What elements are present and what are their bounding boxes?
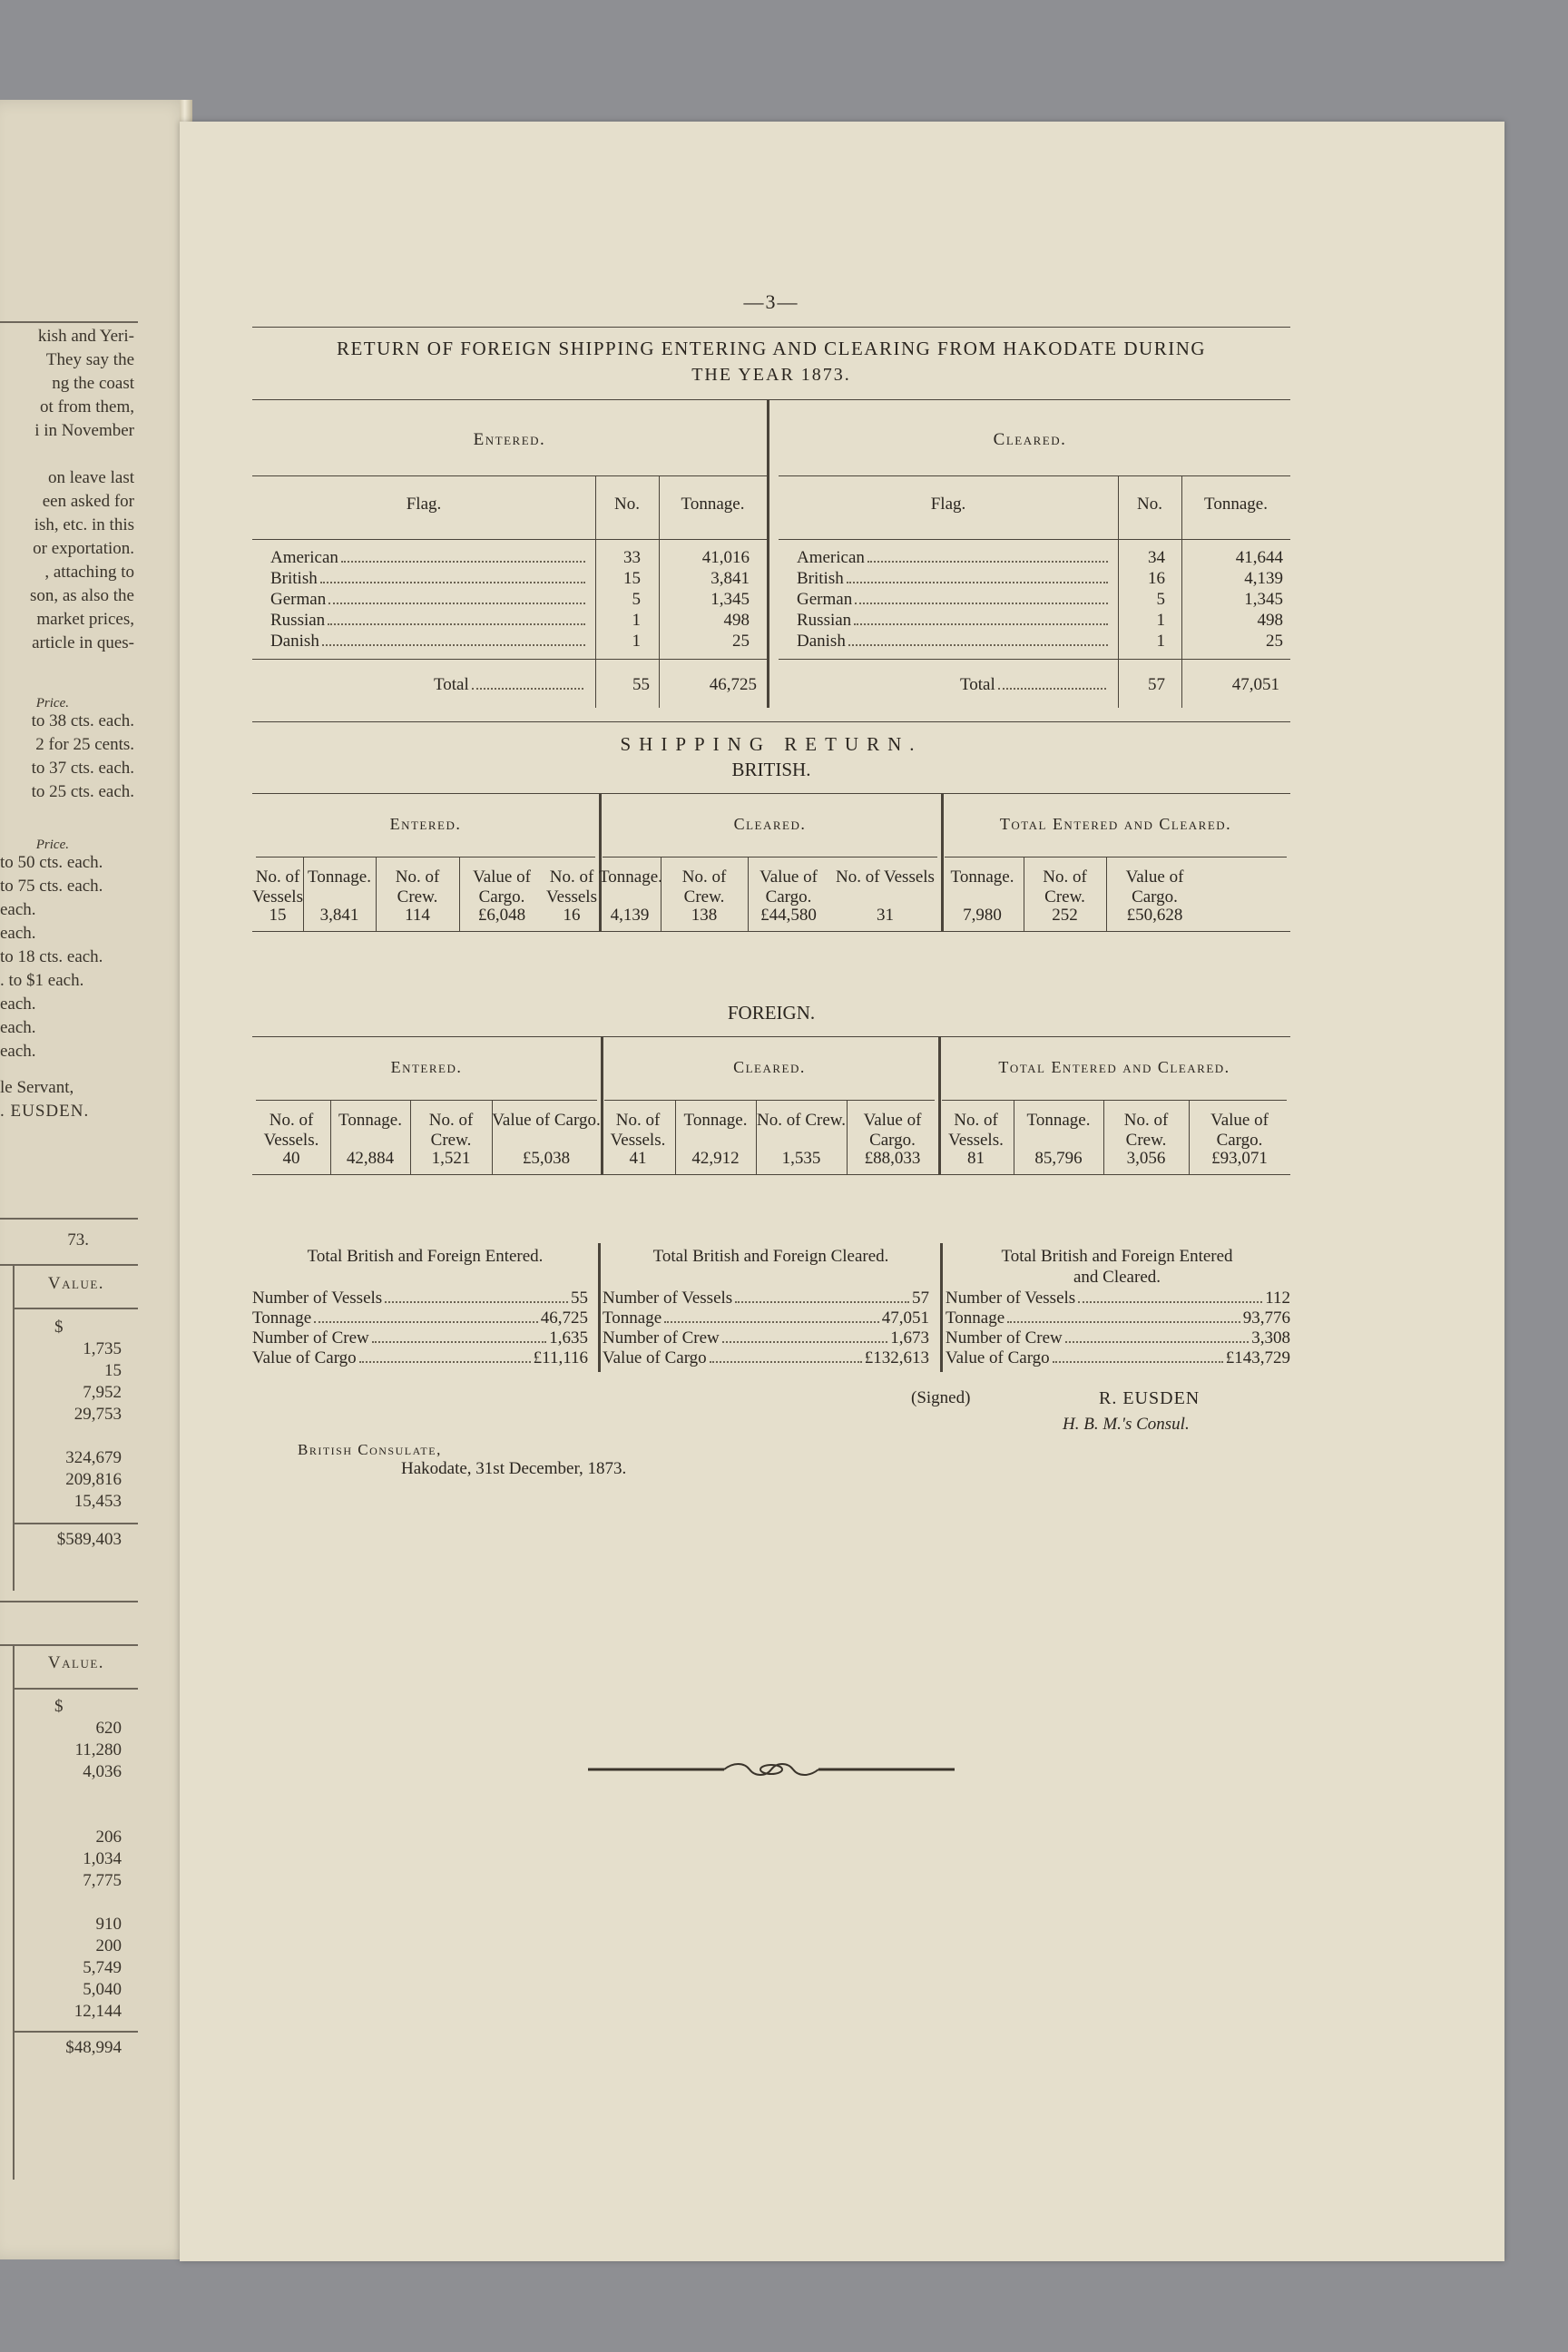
dot-leader (372, 1341, 547, 1343)
left-page-rule (13, 1523, 138, 1524)
price-line: each. (0, 995, 36, 1014)
group-heading: Entered. (389, 815, 462, 833)
left-page-rule (0, 1264, 138, 1266)
left-page-rule (13, 1308, 138, 1309)
price-line: each. (0, 1018, 36, 1037)
dot-leader (1053, 1361, 1223, 1363)
data-cell: 3,056 (1126, 1149, 1166, 1168)
value-cell: 209,816 (65, 1470, 122, 1489)
cleared-tonnage: 1,345 (1244, 590, 1283, 609)
value-cell: 5,749 (83, 1958, 122, 1977)
left-page-text-line: kish and Yeri- (37, 327, 134, 346)
column-header: No. of Crew. (428, 1111, 474, 1150)
data-cell: 3,841 (319, 906, 359, 925)
value-cell: 620 (95, 1719, 122, 1738)
dot-leader (1078, 1301, 1262, 1303)
summary-label: Value of Cargo (252, 1348, 357, 1367)
summary-row (252, 1308, 588, 1328)
flag-name: American (270, 548, 338, 567)
cleared-heading: Cleared. (993, 430, 1067, 449)
dot-leader (328, 623, 585, 625)
consulate-line: British Consulate, (298, 1441, 442, 1458)
table-bottom-rule (252, 931, 1290, 932)
data-cell: 252 (1052, 906, 1078, 925)
entered-flag-row (270, 590, 588, 610)
column-header: Tonnage. (683, 1111, 748, 1130)
foreign-heading: FOREIGN. (727, 1002, 816, 1024)
left-page-text-line: son, as also the (29, 586, 134, 605)
flag-name: Russian (797, 611, 852, 630)
summary-row (603, 1348, 929, 1368)
dot-leader (328, 603, 585, 604)
dot-leader (322, 644, 585, 646)
summary-label: Value of Cargo (946, 1348, 1050, 1367)
cleared-flag-row (797, 548, 1111, 568)
entered-tonnage: 1,345 (710, 590, 750, 609)
data-cell: £50,628 (1126, 906, 1183, 925)
total-rule (779, 659, 1290, 660)
subheader-rule (252, 475, 767, 476)
dot-leader (1007, 1321, 1240, 1323)
value-column-header: Value. (47, 1653, 105, 1672)
value-cell: 11,280 (74, 1740, 122, 1759)
tonnage-header: Tonnage. (681, 495, 745, 514)
dot-leader (722, 1341, 888, 1343)
summary-label: Number of Vessels (603, 1289, 733, 1308)
header-rule (252, 539, 767, 540)
dot-leader (855, 603, 1108, 604)
column-header: No. of Vessels. (948, 1111, 1004, 1150)
value-cell: 7,952 (83, 1383, 122, 1402)
entered-no: 33 (623, 548, 641, 567)
column-header: Tonnage. (308, 867, 371, 887)
price-line: each. (0, 924, 36, 943)
table-top-rule (252, 399, 1290, 400)
data-cell: 15 (269, 906, 287, 925)
left-page-text-line: een asked for (42, 492, 134, 511)
closing-line: le Servant, (0, 1078, 74, 1097)
report-page (180, 122, 1504, 2261)
column-header: No. of Vessels. (610, 1111, 666, 1150)
left-page-total-2: $48,994 (65, 2038, 122, 2057)
data-cell: 1,535 (781, 1149, 821, 1168)
summary-row (252, 1328, 588, 1348)
dot-leader (359, 1361, 531, 1363)
value-cell: 206 (95, 1828, 122, 1847)
price-line: to 50 cts. each. (0, 853, 103, 872)
data-cell: 40 (282, 1149, 300, 1168)
left-page-text-line: They say the (45, 350, 134, 369)
column-header: Value of Cargo. (1210, 1111, 1269, 1150)
column-header: Tonnage. (599, 867, 662, 887)
price-line: . to $1 each. (0, 971, 84, 990)
summary-row (946, 1308, 1290, 1328)
value-cell: 7,775 (83, 1871, 122, 1890)
dot-leader (848, 644, 1108, 646)
value-cell: 4,036 (83, 1762, 122, 1781)
total-rule (252, 659, 767, 660)
left-page-text-line: on leave last (48, 468, 134, 487)
value-cell: $ (54, 1318, 64, 1337)
entered-flag-row (270, 569, 588, 589)
cleared-flag-row (797, 569, 1111, 589)
closing-line: . EUSDEN. (0, 1102, 90, 1121)
entered-tonnage: 41,016 (701, 548, 750, 567)
cleared-tonnage: 41,644 (1235, 548, 1283, 567)
left-page-rule (0, 321, 138, 323)
no-header: No. (614, 495, 640, 514)
total-label: Total (434, 675, 469, 694)
value-cell: 15,453 (74, 1492, 122, 1511)
summary-row (603, 1289, 929, 1308)
price-line: to 38 cts. each. (31, 711, 134, 730)
signatory-name: R. EUSDEN (1099, 1388, 1200, 1408)
cleared-tonnage: 498 (1257, 611, 1283, 630)
flag-header: Flag. (406, 495, 442, 514)
summary-value: 47,051 (881, 1308, 929, 1328)
data-cell: 85,796 (1034, 1149, 1083, 1168)
summary-value: 1,635 (549, 1328, 588, 1348)
summary-value: 112 (1265, 1289, 1290, 1308)
dot-leader (314, 1321, 538, 1323)
data-cell: 81 (967, 1149, 985, 1168)
summary-value: £143,729 (1225, 1348, 1290, 1367)
cleared-flag-row (797, 632, 1111, 652)
left-page-year-fragment: 73. (67, 1230, 89, 1250)
left-page-rule (13, 1688, 138, 1690)
entered-flag-row (270, 611, 588, 631)
summary-label: Number of Vessels (252, 1289, 383, 1308)
summary-label: Value of Cargo (603, 1348, 707, 1367)
summary-label: Number of Crew (252, 1328, 369, 1348)
summary-label: Number of Vessels (946, 1289, 1076, 1308)
column-header: Value of Cargo. (473, 867, 531, 906)
flag-name: Danish (797, 632, 846, 651)
summary-label: Number of Crew (946, 1328, 1063, 1348)
entered-tonnage: 25 (732, 632, 750, 651)
entered-flag-row (270, 632, 588, 652)
dot-leader (847, 582, 1108, 583)
entered-tonnage: 498 (723, 611, 750, 630)
left-page-rule (0, 1601, 138, 1602)
column-header: No. of Vessels (252, 867, 303, 906)
page-number: —3— (743, 290, 799, 313)
group-subrule (256, 1100, 597, 1101)
tonnage-header: Tonnage. (1204, 495, 1268, 514)
price-line: each. (0, 900, 36, 919)
price-line: to 18 cts. each. (0, 947, 103, 966)
flag-name: British (270, 569, 318, 588)
data-cell: £5,038 (522, 1149, 571, 1168)
summary-total-title: Total British and Foreign Entered (1001, 1247, 1233, 1266)
table-bottom-rule (252, 1174, 1290, 1175)
left-page-text-line: ng the coast (52, 374, 134, 393)
summary-value: 55 (571, 1289, 588, 1308)
column-header: No. of Vessels (836, 867, 935, 887)
group-subrule (604, 1100, 935, 1101)
group-heading: Cleared. (733, 815, 807, 833)
cleared-flag-row (797, 590, 1111, 610)
subheader-rule (779, 475, 1290, 476)
previous-page-fragment (0, 100, 192, 2259)
data-cell: £6,048 (477, 906, 526, 925)
data-cell: 42,884 (346, 1149, 395, 1168)
summary-value: 93,776 (1242, 1308, 1290, 1328)
left-page-rule (0, 1644, 138, 1646)
data-cell: 31 (877, 906, 894, 925)
column-header: No. of Crew. (1043, 867, 1087, 906)
summary-divider (598, 1243, 601, 1372)
column-header: Value of Cargo. (492, 1111, 601, 1130)
flag-header: Flag. (930, 495, 966, 514)
cleared-flag-row (797, 611, 1111, 631)
price-line: to 37 cts. each. (31, 759, 134, 778)
british-heading: BRITISH. (731, 759, 811, 780)
column-header: Value of Cargo. (1125, 867, 1184, 906)
entered-total-no: 55 (632, 675, 650, 694)
cleared-no: 16 (1148, 569, 1165, 588)
value-cell: 200 (95, 1936, 122, 1955)
entered-no: 1 (632, 611, 641, 630)
price-line: to 25 cts. each. (31, 782, 134, 801)
value-cell: 15 (104, 1361, 122, 1380)
data-cell: 1,521 (431, 1149, 471, 1168)
return-title: RETURN OF FOREIGN SHIPPING ENTERING AND CLEARING FROM HAKODATE DURING (336, 338, 1207, 359)
left-page-rule (13, 2031, 138, 2033)
summary-row (603, 1328, 929, 1348)
data-cell: 138 (691, 906, 718, 925)
column-header: Value of Cargo. (863, 1111, 922, 1150)
flag-name: Russian (270, 611, 326, 630)
place-date-line: Hakodate, 31st December, 1873. (401, 1459, 627, 1478)
value-cell: 1,735 (83, 1339, 122, 1358)
summary-row (946, 1348, 1290, 1368)
column-header: No. of Crew. (1123, 1111, 1169, 1150)
ornament-rule-icon (588, 1759, 955, 1780)
left-page-text-line: i in November (34, 421, 134, 440)
left-page-text-line: , attaching to (44, 563, 134, 582)
entered-no: 5 (632, 590, 641, 609)
value-cell: $ (54, 1697, 64, 1716)
cleared-total-tonnage: 47,051 (1231, 675, 1279, 694)
summary-row (603, 1308, 929, 1328)
value-cell: 910 (95, 1915, 122, 1934)
cleared-tonnage: 25 (1266, 632, 1283, 651)
dot-leader (735, 1301, 909, 1303)
dot-leader (341, 561, 585, 563)
cleared-total-row (960, 675, 1109, 695)
summary-value: £132,613 (864, 1348, 929, 1367)
shipping-return-title: SHIPPING RETURN. (620, 733, 923, 755)
cleared-no: 1 (1156, 611, 1165, 630)
price-line: 2 for 25 cents. (35, 735, 134, 754)
value-column-header: Value. (47, 1274, 105, 1293)
signed-label: (Signed) (911, 1388, 971, 1407)
price-label: Price. (35, 696, 69, 710)
left-page-text-line: ish, etc. in this (34, 515, 134, 534)
column-header: No. of Crew. (757, 1111, 846, 1130)
data-cell: 4,139 (610, 906, 650, 925)
summary-total-title-2: and Cleared. (1073, 1268, 1161, 1287)
summary-value: 57 (912, 1289, 929, 1308)
summary-label: Number of Crew (603, 1328, 720, 1348)
summary-divider (940, 1243, 943, 1372)
summary-label: Tonnage (603, 1308, 662, 1328)
data-cell: £44,580 (760, 906, 817, 925)
left-page-total-1: $589,403 (56, 1530, 122, 1549)
price-line: each. (0, 1042, 36, 1061)
entered-no: 1 (632, 632, 641, 651)
left-page-column-rule (13, 1644, 15, 2180)
total-label: Total (960, 675, 995, 694)
column-header: No. of Vessels (546, 867, 597, 906)
cleared-total-no: 57 (1148, 675, 1165, 694)
table-top-rule (252, 1036, 1290, 1037)
summary-row (252, 1348, 588, 1368)
value-cell: 5,040 (83, 1980, 122, 1999)
left-page-text-line: market prices, (36, 610, 134, 629)
group-subrule (945, 857, 1287, 858)
flag-name: British (797, 569, 844, 588)
left-page-rule (0, 1218, 138, 1220)
entered-tonnage: 3,841 (710, 569, 750, 588)
header-rule (779, 539, 1290, 540)
entered-total-row (434, 675, 586, 695)
data-cell: £93,071 (1211, 1149, 1268, 1168)
group-subrule (256, 857, 595, 858)
left-page-text-line: ot from them, (40, 397, 134, 416)
dot-leader (385, 1301, 568, 1303)
summary-row (252, 1289, 588, 1308)
dot-leader (867, 561, 1108, 563)
summary-row (946, 1328, 1290, 1348)
flag-name: American (797, 548, 865, 567)
column-header: No. of Crew. (395, 867, 440, 906)
group-heading: Total Entered and Cleared. (998, 1058, 1230, 1076)
section-rule (252, 721, 1290, 722)
entered-flag-row (270, 548, 588, 568)
column-header: Tonnage. (950, 867, 1014, 887)
dot-leader (664, 1321, 879, 1323)
entered-no: 15 (623, 569, 641, 588)
group-heading: Entered. (390, 1058, 463, 1076)
group-subrule (942, 1100, 1287, 1101)
summary-value: £11,116 (533, 1348, 588, 1367)
entered-heading: Entered. (473, 430, 546, 449)
dot-leader (1065, 1341, 1250, 1343)
group-subrule (603, 857, 937, 858)
column-header: Value of Cargo. (760, 867, 818, 906)
summary-cleared-title: Total British and Foreign Cleared. (652, 1247, 889, 1266)
group-heading: Cleared. (733, 1058, 806, 1076)
data-cell: 16 (563, 906, 581, 925)
summary-value: 3,308 (1251, 1328, 1290, 1348)
flag-name: German (270, 590, 327, 609)
summary-value: 1,673 (890, 1328, 929, 1348)
flag-name: Danish (270, 632, 319, 651)
column-header: No. of Crew. (681, 867, 727, 906)
left-page-text-line: article in ques- (32, 633, 134, 652)
summary-value: 46,725 (540, 1308, 588, 1328)
cleared-no: 34 (1148, 548, 1165, 567)
left-page-text-line: or exportation. (33, 539, 134, 558)
summary-entered-title: Total British and Foreign Entered. (307, 1247, 544, 1266)
cleared-no: 5 (1156, 590, 1165, 609)
data-cell: £88,033 (864, 1149, 921, 1168)
signatory-title: H. B. M.'s Consul. (1063, 1415, 1190, 1434)
cleared-tonnage: 4,139 (1244, 569, 1283, 588)
value-cell: 324,679 (65, 1448, 122, 1467)
left-page-column-rule (13, 1264, 15, 1591)
price-label: Price. (35, 838, 69, 852)
value-cell: 12,144 (74, 2002, 122, 2021)
cleared-no: 1 (1156, 632, 1165, 651)
group-heading: Total Entered and Cleared. (999, 815, 1232, 833)
value-cell: 29,753 (74, 1405, 122, 1424)
return-title-year: THE YEAR 1873. (691, 365, 851, 385)
dot-leader (710, 1361, 862, 1363)
data-cell: 114 (405, 906, 430, 925)
data-cell: 41 (629, 1149, 647, 1168)
value-cell: 1,034 (83, 1849, 122, 1868)
entered-total-tonnage: 46,725 (709, 675, 757, 694)
title-rule (252, 327, 1290, 328)
flag-name: German (797, 590, 853, 609)
dot-leader (320, 582, 585, 583)
column-header: Tonnage. (338, 1111, 402, 1130)
summary-label: Tonnage (946, 1308, 1005, 1328)
table-top-rule (252, 793, 1290, 794)
data-cell: 42,912 (691, 1149, 740, 1168)
price-line: to 75 cts. each. (0, 877, 103, 896)
summary-row (946, 1289, 1290, 1308)
column-header: Tonnage. (1026, 1111, 1091, 1130)
data-cell: 7,980 (963, 906, 1002, 925)
dot-leader (854, 623, 1108, 625)
column-header: No. of Vessels. (263, 1111, 319, 1150)
summary-label: Tonnage (252, 1308, 312, 1328)
no-header: No. (1137, 495, 1162, 514)
